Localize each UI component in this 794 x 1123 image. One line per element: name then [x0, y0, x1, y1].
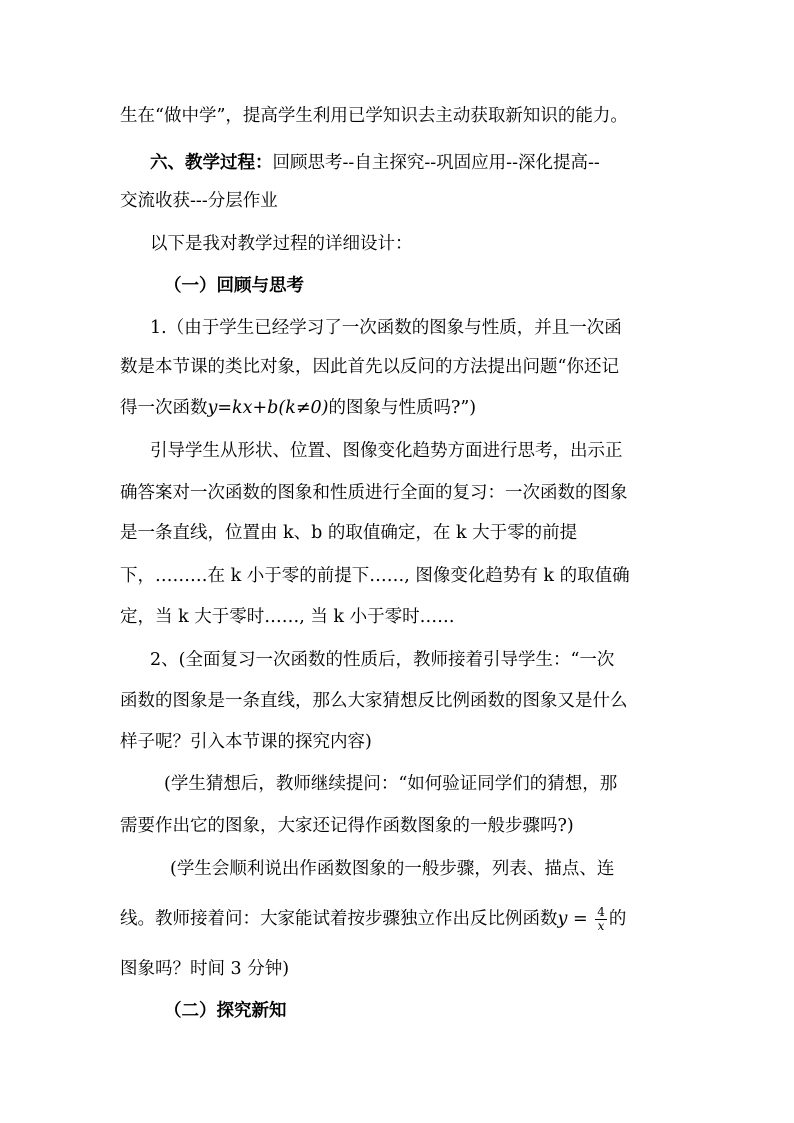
- fraction-numerator: 4: [597, 905, 605, 919]
- formula-variable: y: [557, 909, 568, 929]
- paragraph-line: 2、(全面复习一次函数的性质后，教师接着引导学生：“一次: [150, 650, 615, 670]
- paragraph-line: (学生会顺利说出作函数图象的一般步骤，列表、描点、连: [170, 859, 615, 879]
- paragraph-line: 数是本节课的类比对象，因此首先以反问的方法提出问题“你还记: [120, 357, 619, 377]
- formula-equals: =: [572, 909, 588, 929]
- fraction-denominator: x: [597, 919, 605, 933]
- paragraph-line: 定，当 k 大于零时……, 当 k 小于零时……: [120, 607, 455, 627]
- section-heading: 六、教学过程：: [150, 153, 273, 173]
- text-segment: 得一次函数: [120, 398, 208, 418]
- section-heading-line: [150, 152, 600, 174]
- subsection-heading: （二）探究新知: [164, 1001, 287, 1021]
- text-segment: 的: [608, 909, 627, 929]
- paragraph-line: [120, 397, 476, 419]
- paragraph-line: 图象吗？时间 3 分钟): [120, 959, 290, 979]
- text-segment: 线。教师接着问：大家能试着按步骤独立作出反比例函数: [120, 909, 558, 929]
- fraction: [595, 906, 607, 933]
- paragraph-line: 生在“做中学”，提高学生利用已学知识去主动获取新知识的能力。: [120, 106, 628, 126]
- process-steps: 回顾思考--自主探究--巩固应用--深化提高--: [272, 153, 600, 173]
- subsection-heading: （一）回顾与思考: [164, 276, 304, 296]
- paragraph-line: 函数的图象是一条直线，那么大家猜想反比例函数的图象又是什么: [120, 691, 628, 711]
- paragraph-line: [120, 906, 626, 933]
- text-segment: 的图象与性质吗?”): [328, 398, 477, 418]
- paragraph-line: (学生猜想后，教师继续提问：“如何验证同学们的猜想，那: [164, 774, 618, 794]
- paragraph-line: 交流收获---分层作业: [120, 191, 278, 211]
- paragraph-line: 需要作出它的图象，大家还记得作函数图象的一般步骤吗?): [120, 816, 574, 836]
- paragraph-line: 下，………在 k 小于零的前提下……, 图像变化趋势有 k 的取值确: [120, 566, 630, 586]
- paragraph-line: 以下是我对教学过程的详细设计：: [150, 234, 413, 254]
- paragraph-line: 样子呢？引入本节课的探究内容): [120, 732, 372, 752]
- paragraph-line: 是一条直线，位置由 k、b 的取值确定，在 k 大于零的前提: [120, 523, 578, 543]
- formula: y=kx+b(k≠0): [207, 398, 329, 418]
- paragraph-line: 引导学生从形状、位置、图像变化趋势方面进行思考，出示正: [150, 441, 623, 461]
- paragraph-line: 确答案对一次函数的图象和性质进行全面的复习：一次函数的图象: [120, 483, 628, 503]
- paragraph-line: 1.（由于学生已经学习了一次函数的图象与性质，并且一次函: [150, 318, 622, 338]
